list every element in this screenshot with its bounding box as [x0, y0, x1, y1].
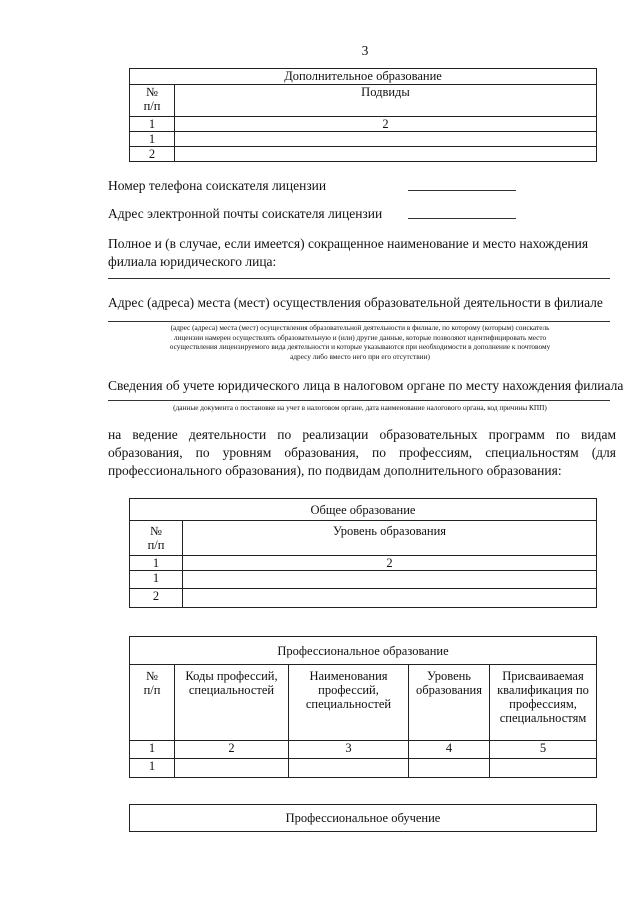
professional-training-table [129, 804, 597, 832]
phone-line [408, 190, 516, 191]
branch-name-line [108, 278, 610, 279]
column-header-codes: Коды профессий, специальностей [175, 665, 289, 741]
branch-name-label: Полное и (в случае, если имеется) сокращенное наименование и место нахождения филиала юридического лица: [108, 236, 589, 269]
column-header-number: № п/п [130, 665, 175, 741]
column-header-qualification: Присваиваемая квалификация по профессиям, специальностям [490, 665, 597, 741]
empty-cell [175, 132, 597, 147]
empty-cell [183, 589, 597, 608]
email-line [408, 218, 516, 219]
header-number-cell: 5 [490, 741, 597, 759]
phone-label: Номер телефона соискателя лицензии [108, 178, 327, 193]
row-number-cell: 1 [130, 571, 183, 589]
table-title: Общее образование [130, 499, 597, 521]
empty-cell [175, 759, 289, 778]
tax-line [108, 400, 610, 401]
activity-text: на ведение деятельности по реализации образовательных программ по видам образования, по уровням образования, по профессиям, специальностям (для профессионального образования), по подвидам дополнительного образования: [108, 427, 616, 478]
email-label: Адрес электронной почты соискателя лицензии [108, 206, 383, 221]
empty-cell [289, 759, 409, 778]
column-header-number: № п/п [130, 521, 183, 556]
header-number-cell: 1 [130, 741, 175, 759]
header-number-cell: 1 [130, 117, 175, 132]
row-number-cell: 1 [130, 759, 175, 778]
table-title: Дополнительное образование [130, 69, 597, 85]
header-number-cell: 1 [130, 556, 183, 571]
column-header-number: № п/п [130, 85, 175, 117]
additional-education-table [129, 68, 597, 162]
professional-education-table [129, 636, 597, 778]
address-line [108, 321, 610, 322]
empty-cell [175, 147, 597, 162]
column-header-level: Уровень образования [183, 521, 597, 556]
header-number-cell: 2 [183, 556, 597, 571]
general-education-table [129, 498, 597, 608]
header-number-cell: 3 [289, 741, 409, 759]
column-header-subtypes: Подвиды [175, 85, 597, 117]
page-number: 3 [361, 43, 369, 58]
tax-note: (данные документа о постановке на учет в налоговом органе, дата наименование налогового органа, код причины КПП) [173, 403, 547, 412]
header-number-cell: 4 [409, 741, 490, 759]
row-number-cell: 1 [130, 132, 175, 147]
column-header-names: Наименования профессий, специальностей [289, 665, 409, 741]
row-number-cell: 2 [130, 147, 175, 162]
empty-cell [490, 759, 597, 778]
empty-cell [409, 759, 490, 778]
table-title: Профессиональное обучение [130, 805, 597, 832]
empty-cell [183, 571, 597, 589]
row-number-cell: 2 [130, 589, 183, 608]
tax-label: Сведения об учете юридического лица в налоговом органе по месту нахождения филиала [108, 378, 624, 393]
column-header-level: Уровень образования [409, 665, 490, 741]
address-label: Адрес (адреса) места (мест) осуществления образовательной деятельности в филиале [108, 295, 603, 310]
header-number-cell: 2 [175, 117, 597, 132]
table-title: Профессиональное образование [130, 637, 597, 665]
header-number-cell: 2 [175, 741, 289, 759]
address-note: (адрес (адреса) места (мест) осуществления образовательной деятельности в филиале, по которому (которым) соискатель лицензии намерен осуществлять образовательную и (или) другие данные, которые позволяют идентифицировать место осуществления лицензируемого вида деятельности и которые указываются при необходимости в дополнение к почтовому адресу либо вместо него при его отсутствии) [169, 323, 551, 361]
